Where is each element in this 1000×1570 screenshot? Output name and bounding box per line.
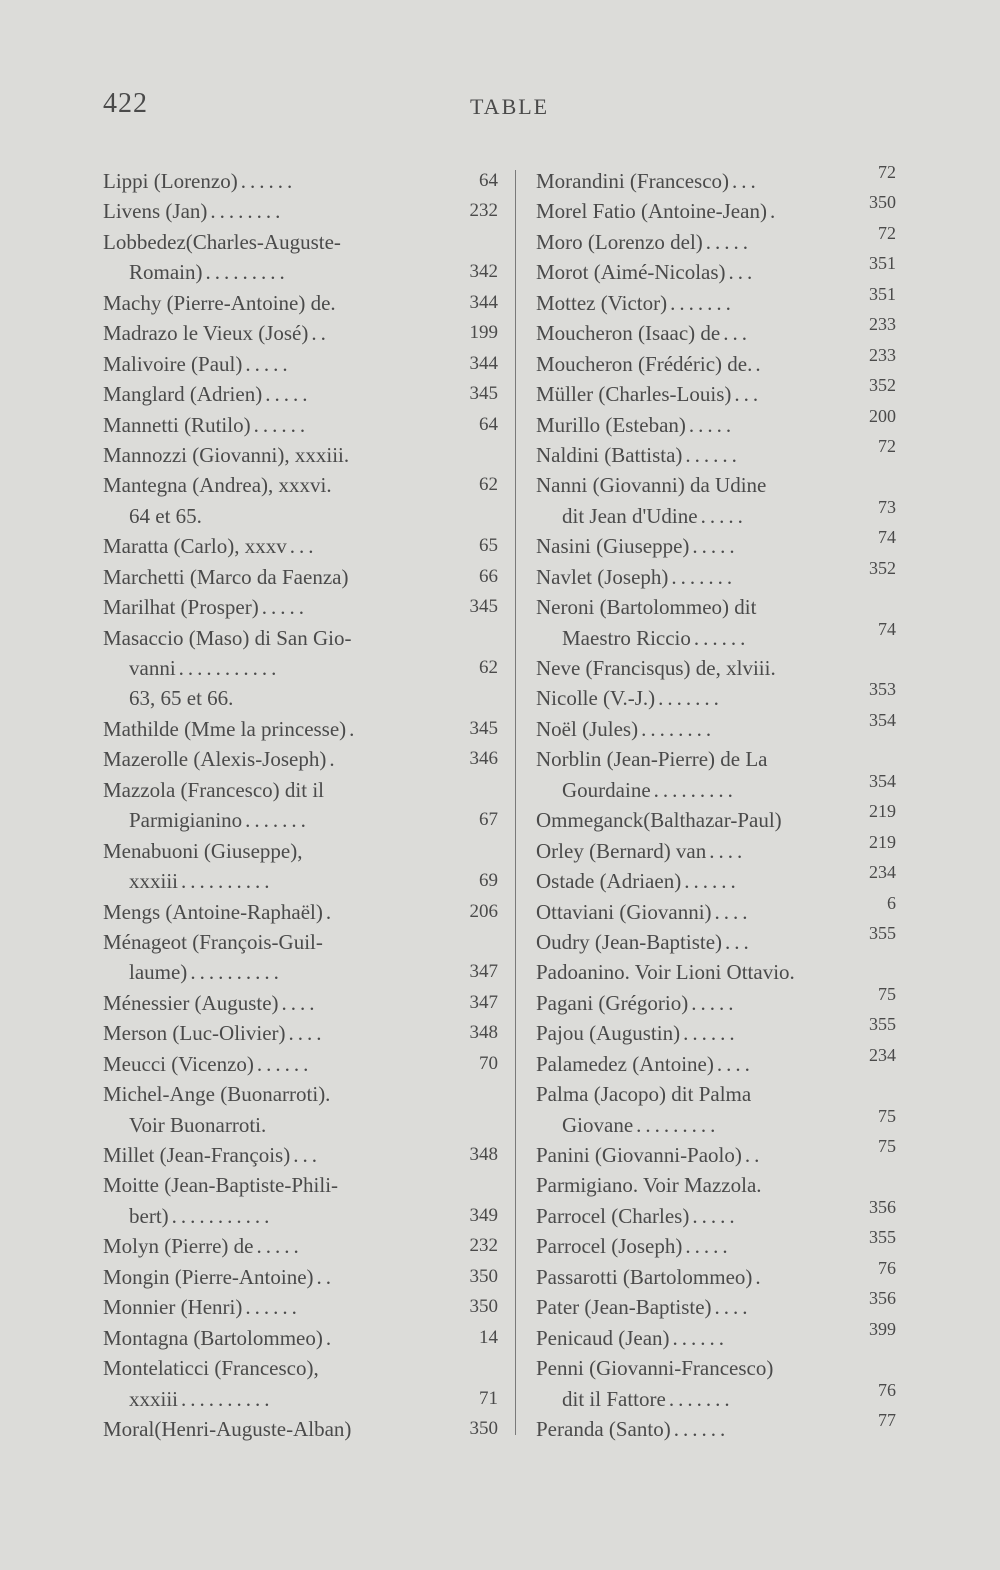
index-entry <box>103 410 498 440</box>
entry-name: 63, 65 et 66. <box>129 686 234 711</box>
entry-page-number: 346 <box>469 748 498 770</box>
entry-name: Nasini (Giuseppe) <box>536 534 690 559</box>
dot-leader: . <box>769 199 780 224</box>
entry-page-number: 64 <box>479 170 498 191</box>
dot-leader: ........ <box>641 716 716 741</box>
dot-leader: ....... <box>658 686 723 711</box>
entry-page-number: 350 <box>869 192 896 213</box>
index-entry <box>536 1257 896 1292</box>
index-column-right <box>536 162 896 1444</box>
index-entry <box>103 470 498 500</box>
index-entry <box>536 1014 896 1048</box>
dot-leader: ..... <box>245 351 292 376</box>
entry-name: Mongin (Pierre-Antoine) <box>103 1264 314 1289</box>
dot-leader: ... <box>734 382 763 407</box>
entry-name: Nanni (Giovanni) da Udine <box>536 473 767 498</box>
dot-leader: .... <box>281 990 319 1015</box>
index-entry <box>536 922 896 957</box>
entry-page-number: 72 <box>878 435 896 456</box>
entry-page-number: 219 <box>869 831 896 852</box>
dot-leader: .... <box>288 1021 326 1046</box>
index-entry <box>536 435 896 470</box>
index-entry <box>103 1170 498 1200</box>
dot-leader: ..... <box>692 534 739 559</box>
entry-name: xxxiii <box>129 869 179 894</box>
index-entry <box>103 653 498 683</box>
index-entry <box>536 592 896 622</box>
index-entry <box>103 836 498 866</box>
dot-leader: ...... <box>672 1325 729 1350</box>
dot-leader: .. <box>316 1264 336 1289</box>
dot-leader: ..... <box>688 412 736 437</box>
index-entry <box>103 288 498 318</box>
entry-name: Palamedez (Antoine) <box>536 1051 714 1076</box>
entry-name: Ottaviani (Giovanni) <box>536 899 712 924</box>
index-entry <box>103 866 498 896</box>
entry-page-number: 64 <box>479 413 498 435</box>
entry-page-number: 73 <box>878 496 896 517</box>
entry-page-number: 351 <box>869 253 896 274</box>
dot-leader: ... <box>723 321 751 346</box>
index-entry <box>536 1196 896 1231</box>
entry-page-number: 233 <box>869 344 896 365</box>
index-entry <box>536 801 896 835</box>
index-entry <box>536 375 896 409</box>
index-entry <box>536 344 896 379</box>
entry-name: Maratta (Carlo), xxxv <box>103 534 287 559</box>
index-entry <box>536 1105 896 1140</box>
entry-name: Giovane <box>562 1112 634 1137</box>
index-entry <box>103 1292 498 1322</box>
entry-name: dit il Fattore <box>562 1386 666 1411</box>
index-entry <box>103 379 498 409</box>
entry-name: Romain) <box>129 260 203 285</box>
entry-name: Pajou (Augustin) <box>536 1021 681 1046</box>
index-entry <box>103 897 498 927</box>
index-entry <box>536 744 896 774</box>
index-entry <box>103 1231 498 1261</box>
index-entry <box>103 1262 498 1292</box>
entry-page-number: 71 <box>479 1387 498 1409</box>
index-entry <box>536 192 896 226</box>
entry-page-number: 199 <box>469 322 498 344</box>
entry-name: Meucci (Vicenzo) <box>103 1051 254 1076</box>
entry-page-number: 232 <box>469 1235 498 1257</box>
entry-name: Morandini (Francesco) <box>536 169 730 193</box>
entry-name: Molyn (Pierre) de <box>103 1234 254 1259</box>
entry-page-number: 355 <box>869 922 896 943</box>
entry-name: Penni (Giovanni-Francesco) <box>536 1356 774 1381</box>
entry-page-number: 62 <box>479 657 498 678</box>
index-entry <box>103 1353 498 1383</box>
index-entry <box>103 805 498 835</box>
entry-name: Moitte (Jean-Baptiste-Phili- <box>103 1173 339 1198</box>
entry-name: Morot (Aimé-Nicolas) <box>536 260 726 285</box>
entry-page-number: 70 <box>479 1052 498 1074</box>
entry-name: Parrocel (Joseph) <box>536 1234 683 1259</box>
entry-name: Maestro Riccio <box>562 625 691 650</box>
entry-page-number: 72 <box>878 162 896 182</box>
entry-name: Ommeganck(Balthazar-Paul) <box>536 808 782 833</box>
dot-leader: ... <box>289 534 318 559</box>
entry-name: Panini (Giovanni-Paolo) <box>536 1143 742 1167</box>
entry-name: Ostade (Adriaen) <box>536 869 682 894</box>
index-entry <box>103 957 498 987</box>
entry-name: Nicolle (V.-J.) <box>536 686 656 711</box>
entry-name: laume) <box>129 960 188 985</box>
dot-leader: ......... <box>205 260 289 285</box>
entry-name: Norblin (Jean-Pierre) de La <box>536 747 768 772</box>
entry-page-number: 234 <box>869 1044 896 1065</box>
entry-page-number: 232 <box>469 200 498 222</box>
entry-page-number: 69 <box>479 870 498 892</box>
index-entry <box>103 1079 498 1109</box>
entry-name: Pagani (Grégorio) <box>536 990 689 1015</box>
index-entry <box>103 1384 498 1414</box>
entry-page-number: 342 <box>469 261 498 283</box>
index-entry <box>536 892 896 927</box>
index-entry <box>536 831 896 866</box>
entry-name: Lippi (Lorenzo) <box>103 169 238 193</box>
entry-page-number: 76 <box>878 1379 896 1400</box>
dot-leader: ..... <box>261 595 308 620</box>
index-entry <box>103 775 498 805</box>
dot-leader: ..... <box>691 990 738 1015</box>
entry-page-number: 350 <box>469 1265 498 1287</box>
entry-page-number: 75 <box>878 1136 896 1156</box>
dot-leader: .. <box>744 1143 764 1167</box>
entry-name: Montelaticci (Francesco), <box>103 1356 319 1381</box>
entry-page-number: 399 <box>869 1318 896 1339</box>
index-entry <box>103 531 498 561</box>
index-entry <box>536 1409 896 1444</box>
entry-page-number: 355 <box>869 1014 896 1035</box>
entry-name: Michel-Ange (Buonarroti). <box>103 1082 331 1107</box>
entry-page-number: 353 <box>869 679 896 700</box>
entry-name: Neroni (Bartolommeo) dit <box>536 595 757 620</box>
entry-name: Passarotti (Bartolommeo) <box>536 1264 753 1289</box>
entry-name: Moucheron (Frédéric) de. <box>536 351 753 376</box>
entry-name: Voir Buonarroti. <box>129 1112 267 1137</box>
index-column-left <box>103 166 498 1444</box>
running-title: TABLE <box>470 94 550 119</box>
entry-page-number: 233 <box>869 314 896 335</box>
entry-page-number: 75 <box>878 1105 896 1126</box>
entry-name: Parmigiano. Voir Mazzola. <box>536 1173 762 1198</box>
entry-page-number: 354 <box>869 709 896 730</box>
entry-page-number: 348 <box>469 1144 498 1165</box>
dot-leader: ..... <box>685 1234 732 1259</box>
entry-page-number: 77 <box>878 1409 896 1430</box>
dot-leader: .......... <box>190 960 283 985</box>
entry-name: Menabuoni (Giuseppe), <box>103 838 303 863</box>
dot-leader: ........... <box>178 656 281 680</box>
index-entry <box>103 1323 498 1353</box>
dot-leader: . <box>329 747 339 772</box>
entry-name: Orley (Bernard) van <box>536 838 707 863</box>
index-entry <box>103 562 498 592</box>
index-entry <box>536 527 896 561</box>
entry-page-number: 74 <box>878 527 896 548</box>
index-entry <box>103 349 498 379</box>
dot-leader: ..... <box>265 382 312 407</box>
entry-page-number: 219 <box>869 801 896 822</box>
entry-page-number: 347 <box>469 991 498 1013</box>
index-entry <box>536 862 896 896</box>
entry-name: Ménageot (François-Guil- <box>103 929 323 954</box>
dot-leader: .... <box>714 899 752 924</box>
entry-name: Lobbedez(Charles-Auguste- <box>103 229 341 254</box>
dot-leader: ...... <box>240 169 297 193</box>
page-header <box>0 88 1000 128</box>
index-entry <box>536 983 896 1018</box>
entry-name: Moro (Lorenzo del) <box>536 229 703 254</box>
entry-page-number: 234 <box>869 862 896 883</box>
dot-leader: ... <box>732 169 760 193</box>
entry-page-number: 348 <box>469 1022 498 1044</box>
dot-leader: ...... <box>673 1416 730 1441</box>
dot-leader: ... <box>725 929 753 954</box>
index-entry <box>103 683 498 713</box>
dot-leader: ....... <box>671 564 737 589</box>
index-entry <box>536 314 896 348</box>
dot-leader: ..... <box>692 1203 739 1228</box>
entry-name: Mannetti (Rutilo) <box>103 412 251 437</box>
index-entry <box>103 1049 498 1079</box>
entry-name: dit Jean d'Udine <box>562 503 698 528</box>
entry-page-number: 62 <box>479 474 498 496</box>
entry-page-number: 14 <box>479 1326 498 1348</box>
dot-leader: ......... <box>653 777 737 802</box>
index-entry <box>103 592 498 622</box>
entry-name: Müller (Charles-Louis) <box>536 382 732 407</box>
dot-leader: . <box>755 1264 765 1289</box>
index-entry <box>536 253 896 287</box>
dot-leader: . <box>325 1325 336 1350</box>
entry-name: Mengs (Antoine-Raphaël) <box>103 899 323 924</box>
entry-name: Gourdaine <box>562 777 651 802</box>
entry-page-number: 352 <box>869 375 896 396</box>
dot-leader: ...... <box>256 1051 313 1076</box>
entry-page-number: 354 <box>869 770 896 791</box>
entry-name: Naldini (Battista) <box>536 442 683 467</box>
dot-leader: .... <box>714 1295 752 1320</box>
dot-leader: ....... <box>245 808 310 833</box>
entry-page-number: 72 <box>878 222 896 243</box>
entry-name: Mazerolle (Alexis-Joseph) <box>103 747 327 772</box>
entry-name: Masaccio (Maso) di San Gio- <box>103 625 352 650</box>
entry-page-number: 345 <box>469 383 498 405</box>
dot-leader: ..... <box>705 229 753 254</box>
entry-name: Madrazo le Vieux (José) <box>103 321 309 346</box>
index-entry <box>536 1136 896 1170</box>
entry-page-number: 350 <box>469 1296 498 1318</box>
index-entry <box>103 714 498 744</box>
dot-leader: ....... <box>670 290 735 315</box>
entry-page-number: 352 <box>869 557 896 578</box>
index-entry <box>536 283 896 318</box>
index-entry <box>103 440 498 470</box>
dot-leader: . <box>325 899 336 924</box>
index-entry <box>536 1170 896 1200</box>
dot-leader: .... <box>709 838 747 863</box>
index-entry <box>536 770 896 805</box>
entry-page-number: 206 <box>469 900 498 922</box>
entry-page-number: 355 <box>869 1227 896 1248</box>
dot-leader: ...... <box>245 1295 301 1320</box>
entry-name: Marchetti (Marco da Faenza) <box>103 564 349 589</box>
index-entry <box>103 1018 498 1048</box>
entry-page-number: 349 <box>469 1204 498 1226</box>
entry-name: Pater (Jean-Baptiste) <box>536 1295 712 1320</box>
entry-name: Morel Fatio (Antoine-Jean) <box>536 199 767 224</box>
entry-name: Manglard (Adrien) <box>103 382 263 407</box>
dot-leader: ..... <box>256 1234 303 1259</box>
index-entry <box>536 222 896 257</box>
index-entry <box>103 1414 498 1444</box>
entry-name: Moral(Henri-Auguste-Alban) <box>103 1416 352 1441</box>
entry-page-number: 65 <box>479 535 498 557</box>
entry-page-number: 344 <box>469 352 498 374</box>
entry-page-number: 75 <box>878 983 896 1004</box>
entry-name: Montagna (Bartolommeo) <box>103 1325 323 1350</box>
entry-page-number: 66 <box>479 565 498 587</box>
index-entry <box>103 1140 498 1170</box>
dot-leader: ...... <box>693 625 750 650</box>
index-entry <box>536 162 896 196</box>
index-entry <box>536 470 896 500</box>
index-entry <box>536 1227 896 1261</box>
index-entry <box>536 957 896 987</box>
index-entry <box>103 1110 498 1140</box>
index-entry <box>536 1318 896 1353</box>
entry-name: Merson (Luc-Olivier) <box>103 1021 286 1046</box>
index-entry <box>103 196 498 226</box>
entry-name: Murillo (Esteban) <box>536 412 686 437</box>
dot-leader: ........ <box>210 199 285 224</box>
index-entry <box>536 1379 896 1414</box>
entry-name: bert) <box>129 1203 169 1228</box>
entry-name: Noël (Jules) <box>536 716 639 741</box>
index-entry <box>103 744 498 774</box>
entry-page-number: 356 <box>869 1288 896 1309</box>
index-entry <box>103 623 498 653</box>
entry-name: Malivoire (Paul) <box>103 351 243 376</box>
entry-name: Livens (Jan) <box>103 199 208 224</box>
entry-page-number: 76 <box>878 1257 896 1278</box>
index-entry <box>536 709 896 744</box>
index-entry <box>103 257 498 287</box>
entry-name: Penicaud (Jean) <box>536 1325 670 1350</box>
entry-name: 64 et 65. <box>129 503 202 528</box>
dot-leader: .. <box>311 321 330 346</box>
dot-leader: ... <box>293 1143 321 1167</box>
index-entry <box>536 653 896 683</box>
entry-name: Mazzola (Francesco) dit il <box>103 777 324 802</box>
entry-page-number: 347 <box>469 961 498 983</box>
entry-page-number: 6 <box>887 892 896 913</box>
dot-leader: ... <box>728 260 757 285</box>
index-entry <box>103 318 498 348</box>
index-entry <box>103 166 498 196</box>
entry-name: Peranda (Santo) <box>536 1416 671 1441</box>
entry-name: Monnier (Henri) <box>103 1295 243 1320</box>
index-entry <box>103 227 498 257</box>
entry-name: Parrocel (Charles) <box>536 1203 690 1228</box>
entry-name: Mathilde (Mme la princesse) <box>103 716 347 741</box>
index-entry <box>536 1079 896 1109</box>
entry-page-number: 67 <box>479 809 498 831</box>
entry-page-number: 345 <box>469 717 498 739</box>
entry-name: Palma (Jacopo) dit Palma <box>536 1082 752 1107</box>
page-number: 422 <box>103 88 148 119</box>
entry-name: Mantegna (Andrea), xxxvi. <box>103 473 332 498</box>
dot-leader: ........... <box>171 1203 274 1228</box>
index-entry <box>103 501 498 531</box>
entry-name: Oudry (Jean-Baptiste) <box>536 929 723 954</box>
index-entry <box>536 557 896 592</box>
entry-name: Parmigianino <box>129 808 243 833</box>
entry-page-number: 350 <box>469 1417 498 1439</box>
entry-name: vanni <box>129 656 176 680</box>
dot-leader: ...... <box>253 412 310 437</box>
entry-page-number: 200 <box>869 405 896 426</box>
entry-name: xxxiii <box>129 1386 179 1411</box>
dot-leader: ...... <box>683 1021 739 1046</box>
index-entry <box>103 927 498 957</box>
entry-page-number: 74 <box>878 618 896 639</box>
dot-leader: .... <box>716 1051 754 1076</box>
index-entry <box>536 1044 896 1079</box>
index-entry <box>103 988 498 1018</box>
dot-leader: ......... <box>636 1112 720 1137</box>
column-divider <box>515 170 516 1435</box>
dot-leader: ...... <box>684 869 740 894</box>
index-entry <box>536 679 896 713</box>
entry-page-number: 345 <box>469 596 498 618</box>
index-entry <box>536 618 896 653</box>
entry-name: Ménessier (Auguste) <box>103 990 279 1015</box>
index-entry <box>536 1353 896 1383</box>
entry-name: Neve (Francisqus) de, xlviii. <box>536 656 776 680</box>
dot-leader: ...... <box>685 442 741 467</box>
dot-leader: . <box>755 351 765 376</box>
dot-leader: ....... <box>668 1386 734 1411</box>
entry-name: Millet (Jean-François) <box>103 1143 291 1167</box>
entry-name: Machy (Pierre-Antoine) de. <box>103 290 336 315</box>
index-entry <box>536 405 896 440</box>
entry-name: Mottez (Victor) <box>536 290 668 315</box>
entry-name: Padoanino. Voir Lioni Ottavio. <box>536 960 795 985</box>
entry-name: Moucheron (Isaac) de <box>536 321 721 346</box>
dot-leader: ..... <box>700 503 747 528</box>
entry-name: Marilhat (Prosper) <box>103 595 259 620</box>
dot-leader: . <box>349 716 359 741</box>
entry-page-number: 351 <box>869 283 896 304</box>
index-entry <box>103 1201 498 1231</box>
dot-leader: .......... <box>181 869 274 894</box>
entry-page-number: 344 <box>469 291 498 313</box>
entry-page-number: 356 <box>869 1196 896 1217</box>
index-entry <box>536 496 896 531</box>
entry-name: Mannozzi (Giovanni), xxxiii. <box>103 442 350 467</box>
dot-leader: .......... <box>181 1386 274 1411</box>
entry-name: Navlet (Joseph) <box>536 564 669 589</box>
index-entry <box>536 1288 896 1322</box>
